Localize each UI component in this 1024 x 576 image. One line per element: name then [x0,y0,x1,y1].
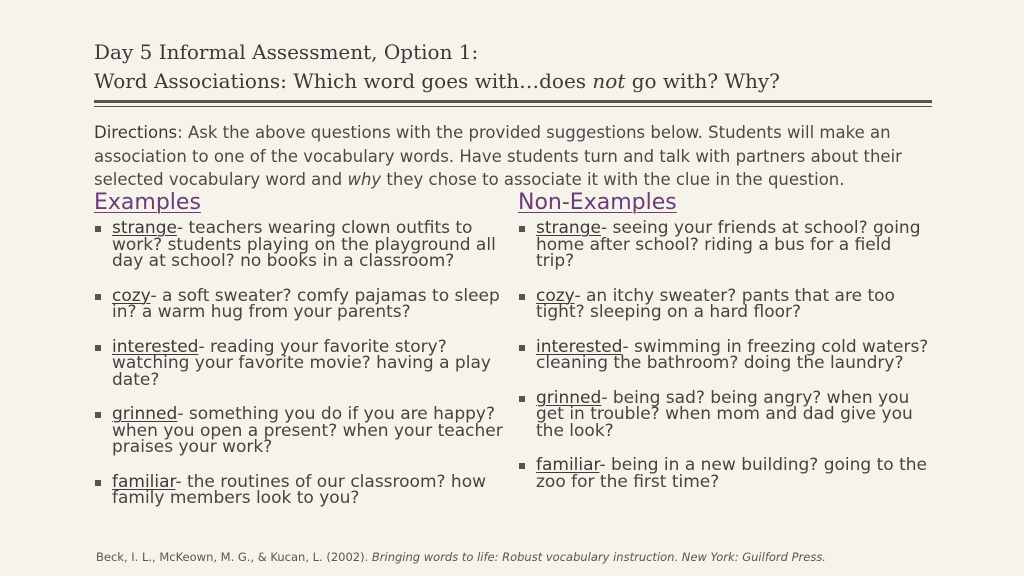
title-line-2-start: Word Associations: Which word goes with…does [94,69,593,93]
example-item-strange [94,220,506,270]
example-item-grinned [94,406,506,456]
non-example-item-cozy [518,285,930,322]
example-term: grinned [112,404,178,424]
directions-text-start: : Ask the above questions with the provided suggestions below. Students will make an association to one of the vocabulary words. Have students turn and talk with partners about their selected vocabulary word and [94,123,902,189]
non-examples-heading: Non-Examples [518,190,677,215]
examples-column [94,220,506,525]
example-text: - the routines of our classroom? how family members look to you? [112,471,487,508]
directions-text-end: they chose to associate it with the clue in the question. [381,170,845,189]
slide-title [94,38,954,96]
example-item-interested [94,336,506,390]
directions-paragraph [94,121,934,192]
title-line-2-end: go with? Why? [625,69,780,93]
non-example-term: interested [536,336,623,357]
non-example-term: familiar [536,455,600,475]
non-example-item-grinned [518,387,930,441]
citation [96,550,826,564]
non-example-text: - being sad? being angry? when you get in trouble? when mom and dad give you the look? [536,387,913,441]
examples-list [94,220,506,507]
example-text: - something you do if you are happy? when you open a present? when your teacher praises your work? [112,404,503,457]
example-term: interested [112,336,199,357]
examples-heading: Examples [94,190,201,215]
bullet-icon [95,294,101,300]
non-example-text: - seeing your friends at school? going home after school? riding a bus for a field trip? [536,218,921,271]
non-example-term: grinned [536,387,602,408]
citation-work: Bringing words to life: Robust vocabulary instruction. New York: Guilford Press. [371,550,826,564]
non-example-text: - an itchy sweater? pants that are too tight? sleeping on a hard floor? [536,285,895,322]
example-text: - a soft sweater? comfy pajamas to sleep in? a warm hug from your parents? [112,285,500,322]
bullet-icon [95,480,101,486]
bullet-icon [519,345,525,351]
non-example-text: - being in a new building? going to the zoo for the first time? [536,455,927,492]
non-example-item-familiar [518,457,930,490]
non-example-item-interested [518,336,930,373]
bullet-icon [95,226,101,232]
bullet-icon [95,412,101,418]
example-term: familiar [112,471,176,492]
non-example-item-strange [518,220,930,270]
directions-emphasis: why [347,170,382,189]
title-rule-thick [94,100,932,103]
example-text: - teachers wearing clown outfits to work? students playing on the playground all day at school? no books in a classroom? [112,218,496,271]
bullet-icon [519,294,525,300]
example-item-cozy [94,285,506,322]
bullet-icon [519,463,525,469]
title-line-1: Day 5 Informal Assessment, Option 1: [94,40,479,64]
title-rule-thin [94,106,932,107]
non-examples-list [518,220,930,490]
example-term: strange [112,218,177,238]
directions-label: Directions [94,123,178,142]
example-item-familiar [94,471,506,508]
non-example-term: cozy [536,285,575,306]
bullet-icon [519,226,525,232]
non-examples-column [518,220,930,508]
non-example-text: - swimming in freezing cold waters? cleaning the bathroom? doing the laundry? [536,336,929,373]
title-line-2 [94,67,954,96]
bullet-icon [95,345,101,351]
title-emphasis: not [592,69,626,93]
example-text: - reading your favorite story? watching your favorite movie? having a play date? [112,336,491,390]
citation-authors: Beck, I. L., McKeown, M. G., & Kucan, L. (2002). [96,550,372,564]
example-term: cozy [112,285,151,306]
bullet-icon [519,396,525,402]
non-example-term: strange [536,218,601,238]
